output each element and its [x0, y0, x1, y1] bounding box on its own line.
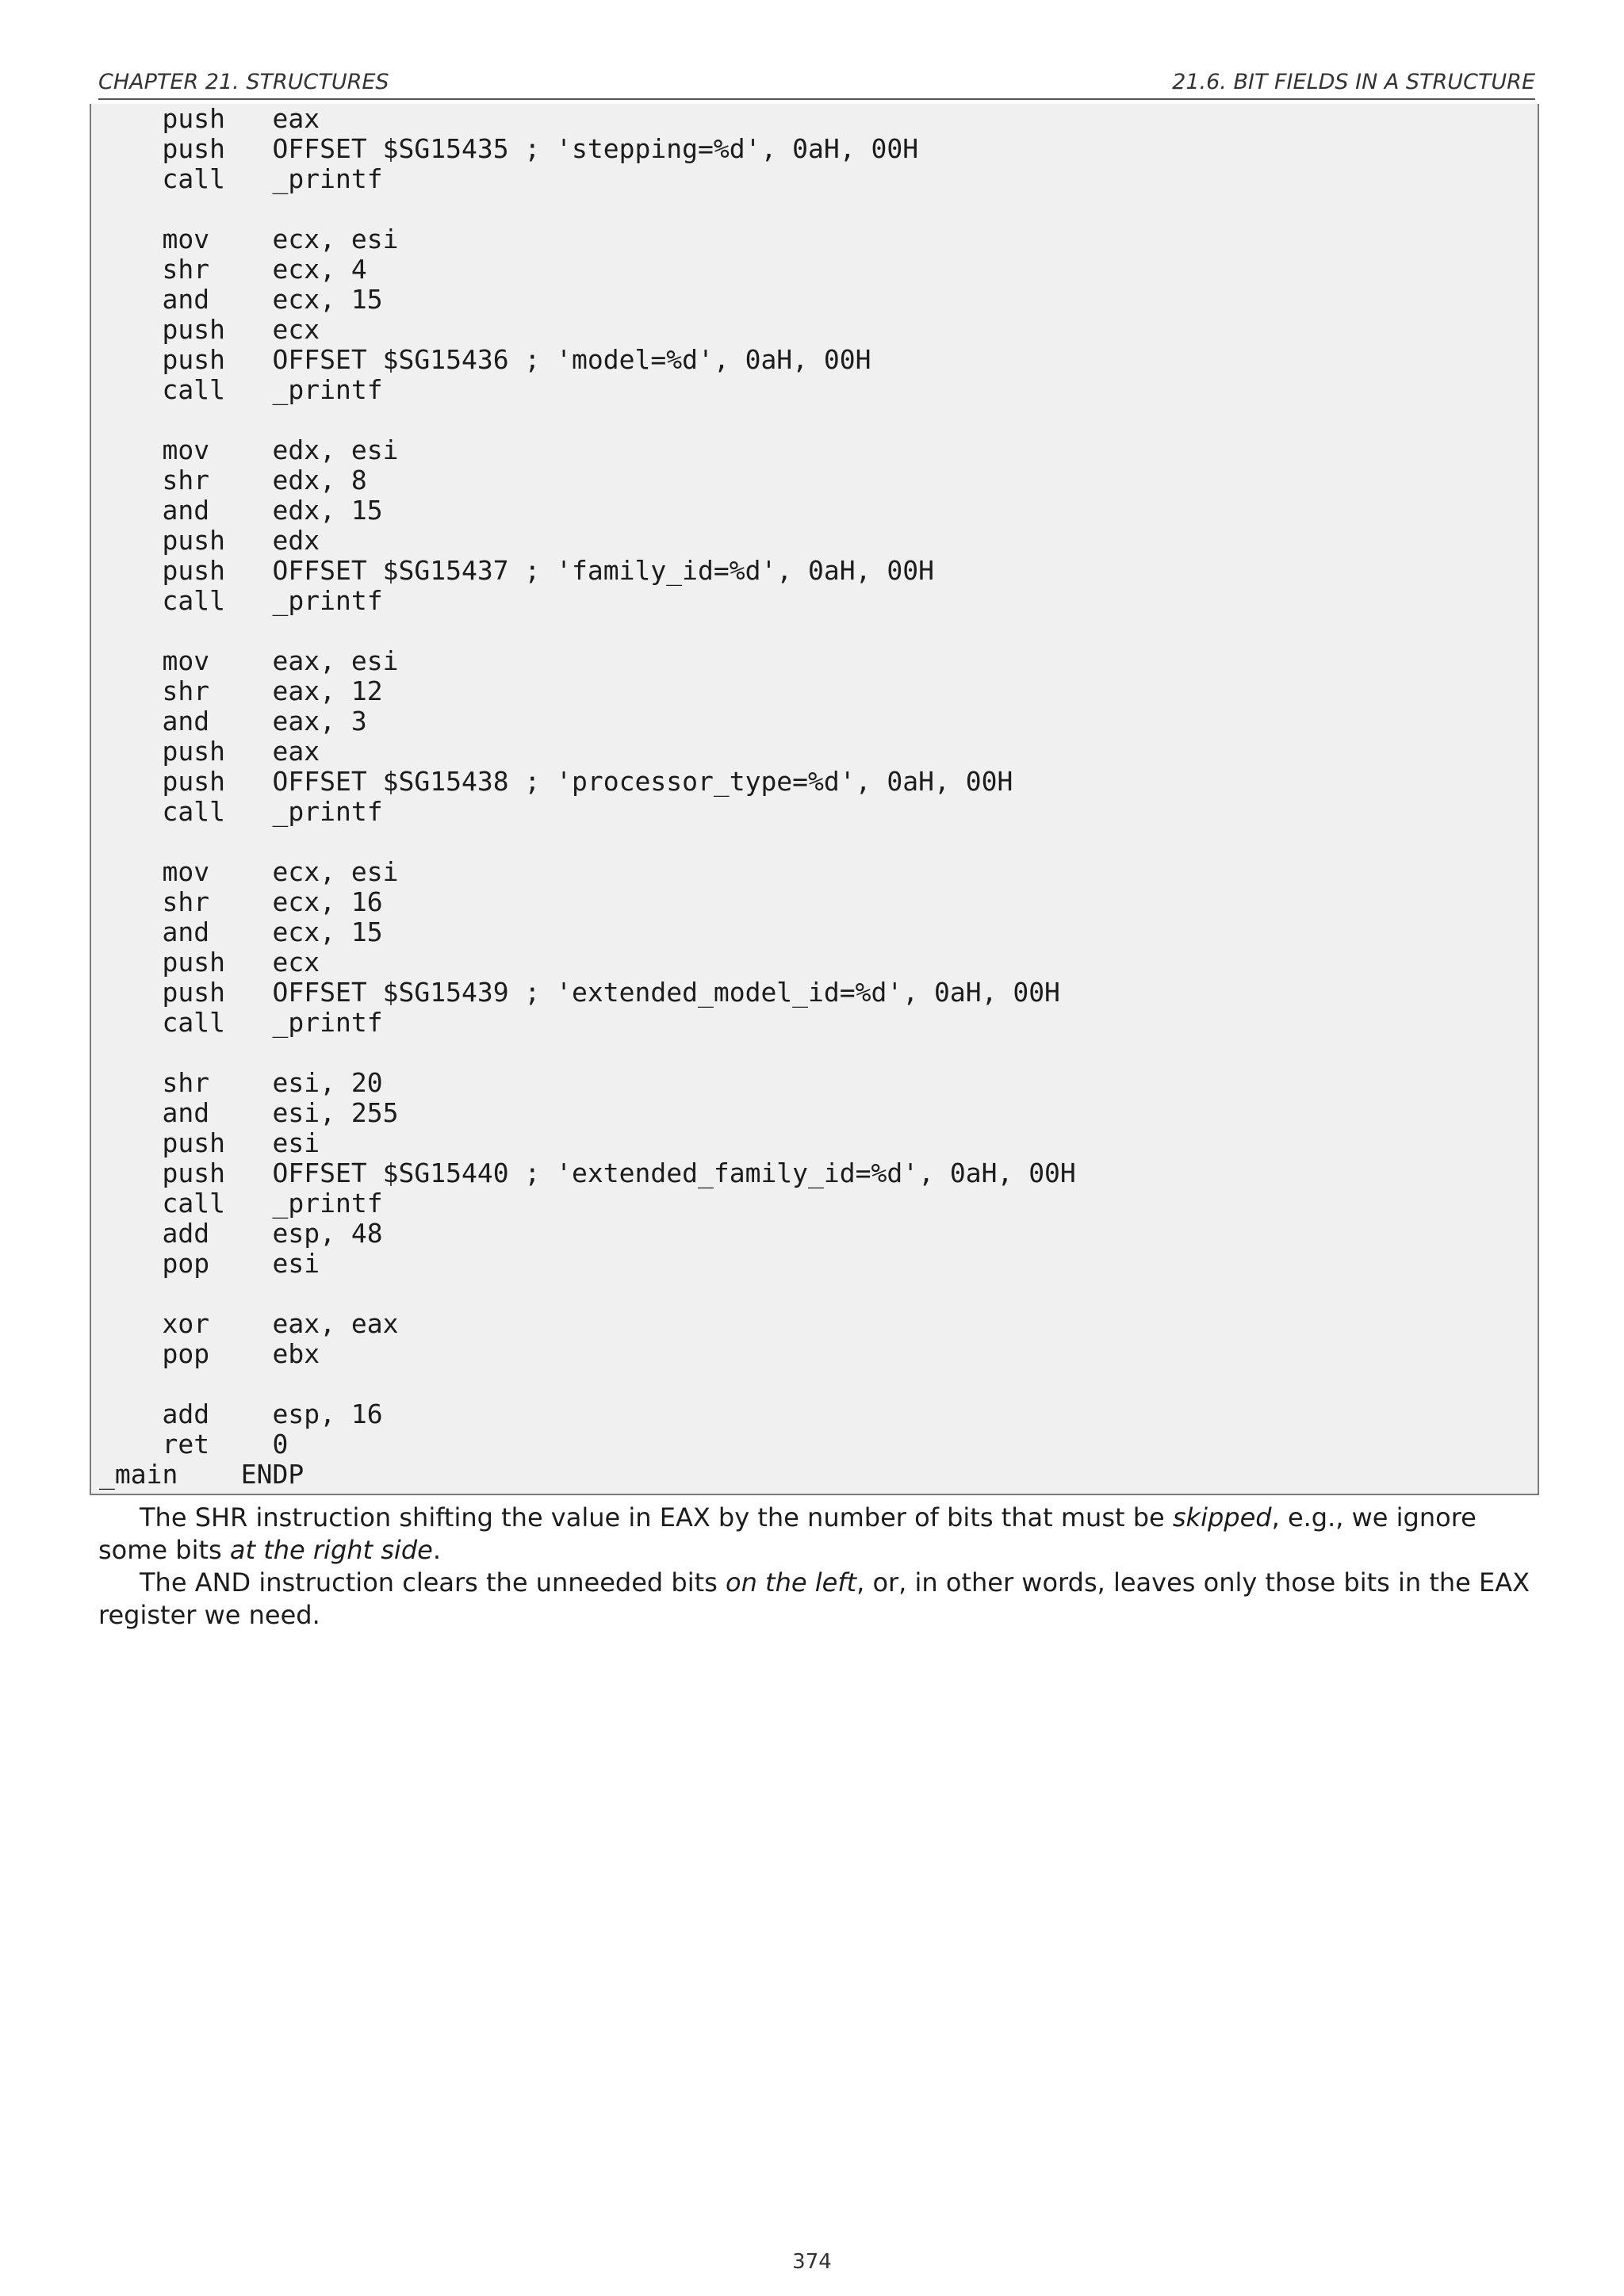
page-header — [98, 67, 1535, 100]
body-text — [98, 1502, 1535, 1632]
code-text: push eax push OFFSET $SG15435 ; 'stepping=%d', 0aH, 00H call _printf mov ecx, esi shr ecx, 4 and ecx, 15 push ecx push OFFSET $SG15436 ; 'model=%d', 0aH, 00H call _printf mov edx, esi shr edx, 8 and edx, 15 push edx push OFFSET $SG15437 ; 'family_id=%d', 0aH, 00H call _printf mov eax, esi shr eax, 12 and eax, 3 push eax push OFFSET $SG15438 ; 'processor_type=%d', 0aH, 00H call _printf mov ecx, esi shr ecx, 16 and ecx, 15 push ecx push OFFSET $SG15439 ; 'extended_model_id=%d', 0aH, 00H call _printf shr esi, 20 and esi, 255 push esi push OFFSET $SG15440 ; 'extended_family_id=%d', 0aH, 00H call _printf add esp, 48 pop esi xor eax, eax pop ebx add esp, 16 ret 0 _main ENDP — [99, 103, 1076, 1490]
paragraph-and — [98, 1567, 1535, 1632]
emphasis-text: on the left — [725, 1567, 857, 1598]
code-listing — [90, 104, 1539, 1495]
emphasis-text: at the right side — [229, 1535, 433, 1565]
paragraph-text: The SHR instruction shifting the value in EAX by the number of bits that must be — [140, 1502, 1173, 1533]
paragraph-text: , e.g., we ignore some bits — [98, 1502, 1477, 1565]
paragraph-text: The AND instruction clears the unneeded bits — [140, 1567, 726, 1598]
page-number: 374 — [792, 2250, 832, 2274]
paragraph-text: . — [432, 1535, 441, 1565]
paragraph-shr — [98, 1502, 1535, 1567]
paragraph-text: , or, in other words, leaves only those bits in the EAX register we need. — [98, 1567, 1530, 1630]
section-title: 21.6. BIT FIELDS IN A STRUCTURE — [1172, 70, 1535, 94]
chapter-title: CHAPTER 21. STRUCTURES — [98, 70, 389, 94]
emphasis-text: skipped — [1172, 1502, 1272, 1533]
